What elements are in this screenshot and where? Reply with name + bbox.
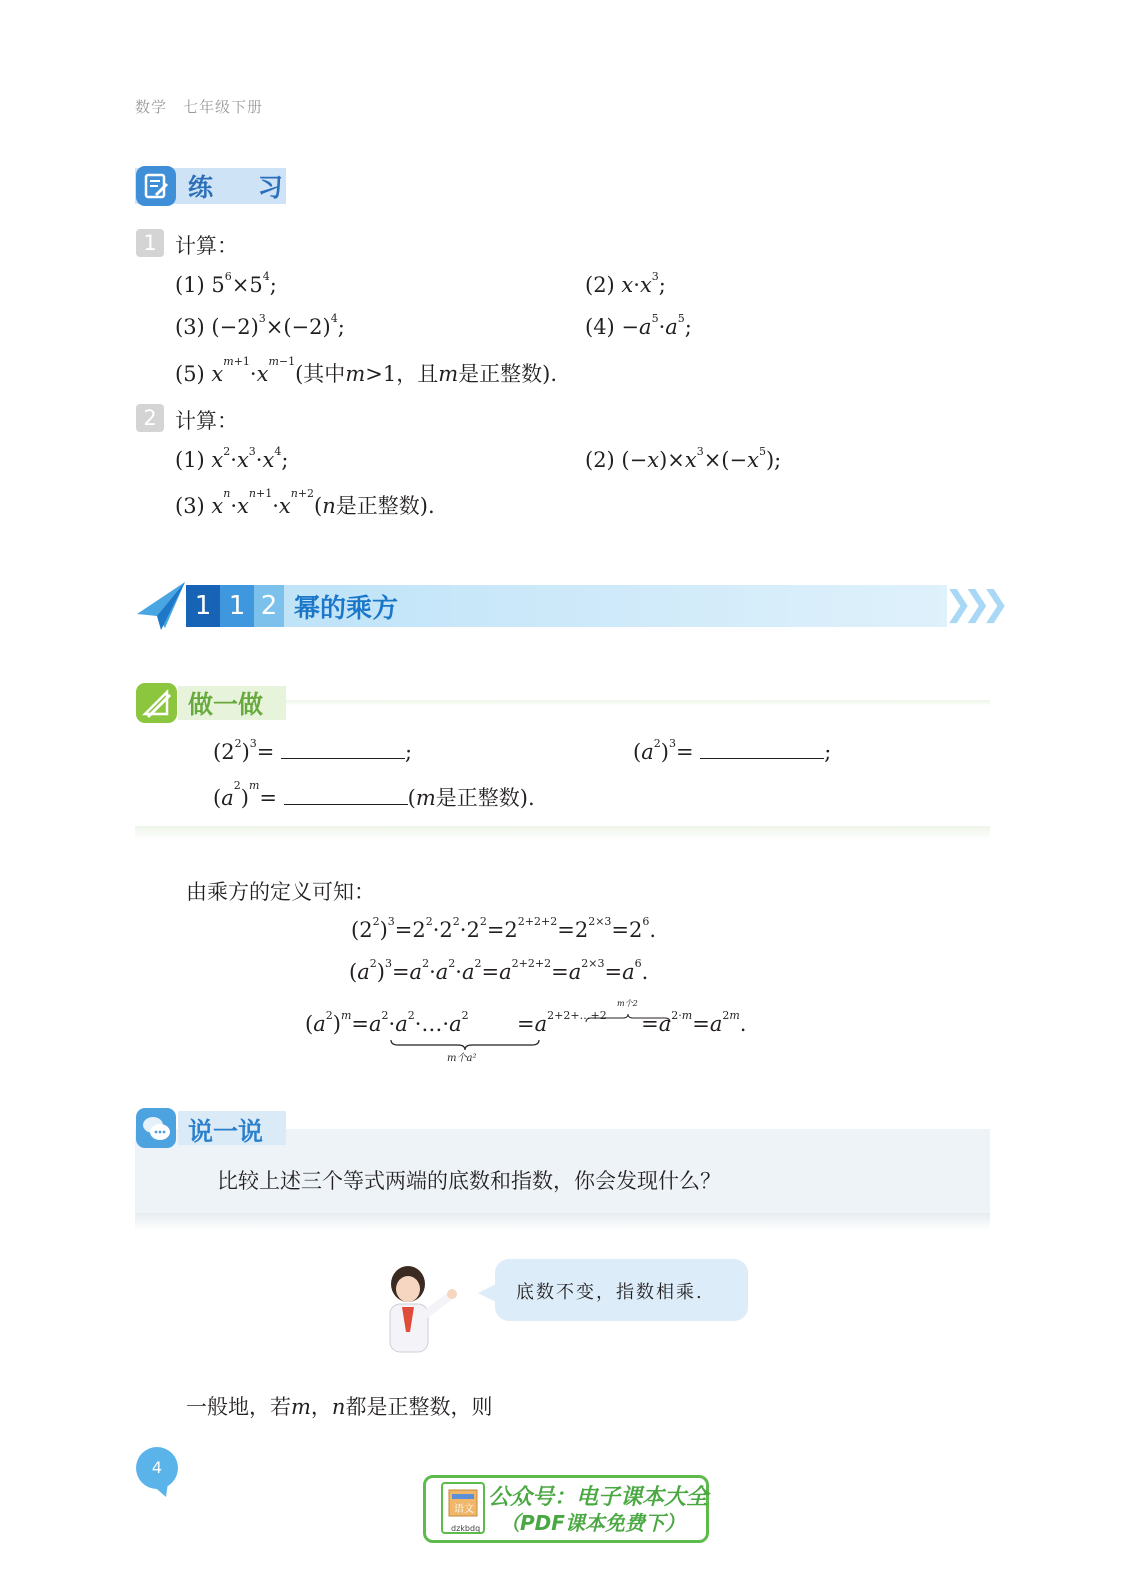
section-title: 幂的乘方 [294, 594, 399, 624]
svg-text:语文: 语文 [454, 1504, 474, 1515]
do-it-divider [286, 700, 990, 706]
speech-bubble-tail [478, 1283, 498, 1307]
header-subject: 数学 [135, 98, 168, 116]
section-number-3: 2 [254, 585, 284, 627]
pencil-note-icon [136, 166, 176, 206]
header-grade: 七年级下册 [183, 98, 264, 116]
running-header [135, 96, 263, 117]
chevron-right-icon: ❯❯❯ [944, 584, 1000, 624]
overbrace-label: m个2 [617, 999, 638, 1008]
student-illustration [376, 1262, 458, 1354]
do-it-item-2: $(a^2)^3=$ ; [633, 737, 832, 764]
q1-item-1: (1) $5^6\times 5^4$; [175, 270, 277, 297]
do-it-item-1: $(2^2)^3=$ ; [213, 737, 413, 764]
answer-blank[interactable] [700, 740, 824, 759]
q1-item-3: (3) $(-2)^3\times(-2)^4$; [175, 312, 345, 339]
do-it-bottom-shadow [135, 826, 990, 840]
underbrace-label: m个a² [447, 1053, 477, 1064]
watermark-line-1: 公众号：电子课本大全 [488, 1485, 709, 1510]
chat-bubble-icon [136, 1108, 176, 1148]
ruler-pencil-icon [136, 683, 177, 723]
question-2-label: 计算： [175, 409, 238, 433]
paper-plane-icon [135, 580, 187, 632]
page-badge-tail [150, 1483, 170, 1503]
page-number: 4 [136, 1447, 178, 1489]
q2-item-3: (3) $x^n\cdot x^{n+1}\cdot x^{n+2}(n$是正整数). [175, 487, 435, 518]
q2-item-1: (1) $x^2\cdot x^3\cdot x^4$; [175, 445, 289, 472]
question-1-label: 计算： [175, 234, 238, 258]
say-title: 说一说 [188, 1117, 264, 1146]
say-text: 比较上述三个等式两端的底数和指数，你会发现什么？ [217, 1169, 721, 1193]
do-it-item-3: $(a^2)^m= (m$是正整数). [213, 779, 535, 810]
say-shadow [135, 1213, 990, 1231]
watermark-small-text: dzkbdq [451, 1524, 481, 1533]
derivation-intro: 由乘方的定义可知： [186, 880, 375, 904]
watermark-line-2: （PDF课本免费下） [500, 1511, 685, 1535]
question-number-2: 2 [136, 404, 164, 432]
answer-blank[interactable] [281, 740, 405, 759]
equation-1: $(2^2)^3=2^2\cdot 2^2\cdot 2^2=2^{2+2+2}=2^{2\times 3}=2^6$. [351, 915, 657, 942]
section-number-2: 1 [220, 585, 254, 627]
speech-bubble-text: 底数不变，指数相乘. [516, 1282, 704, 1303]
general-statement: 一般地，若m，n都是正整数，则 [186, 1395, 493, 1419]
practice-title: 练 习 [188, 173, 301, 202]
q2-item-2: (2) $(-x)\times x^3\times(-x^5)$; [585, 445, 782, 472]
question-number-1: 1 [136, 229, 164, 257]
answer-blank[interactable] [284, 786, 408, 805]
equation-3: $(a^2)^m=a^2\cdot a^2\cdot\dots\cdot a^2 =a^{2+2+\dots+2} =a^{2\cdot m}=a^{2m}$. [305, 1009, 747, 1036]
equation-2: $(a^2)^3=a^2\cdot a^2\cdot a^2=a^{2+2+2}=a^{2\times 3}=a^6$. [349, 957, 649, 984]
section-number-1: 1 [186, 585, 220, 627]
q1-item-2: (2) $x\cdot x^3$; [585, 270, 666, 297]
q1-item-4: $(4) -a^5\cdot a^5$; [585, 312, 692, 339]
q1-item-5: (5) $x^{m+1}\cdot x^{m-1}$(其中m>1，且m是正整数). [175, 355, 557, 386]
do-it-title: 做一做 [188, 690, 264, 719]
overbrace [585, 1008, 671, 1027]
